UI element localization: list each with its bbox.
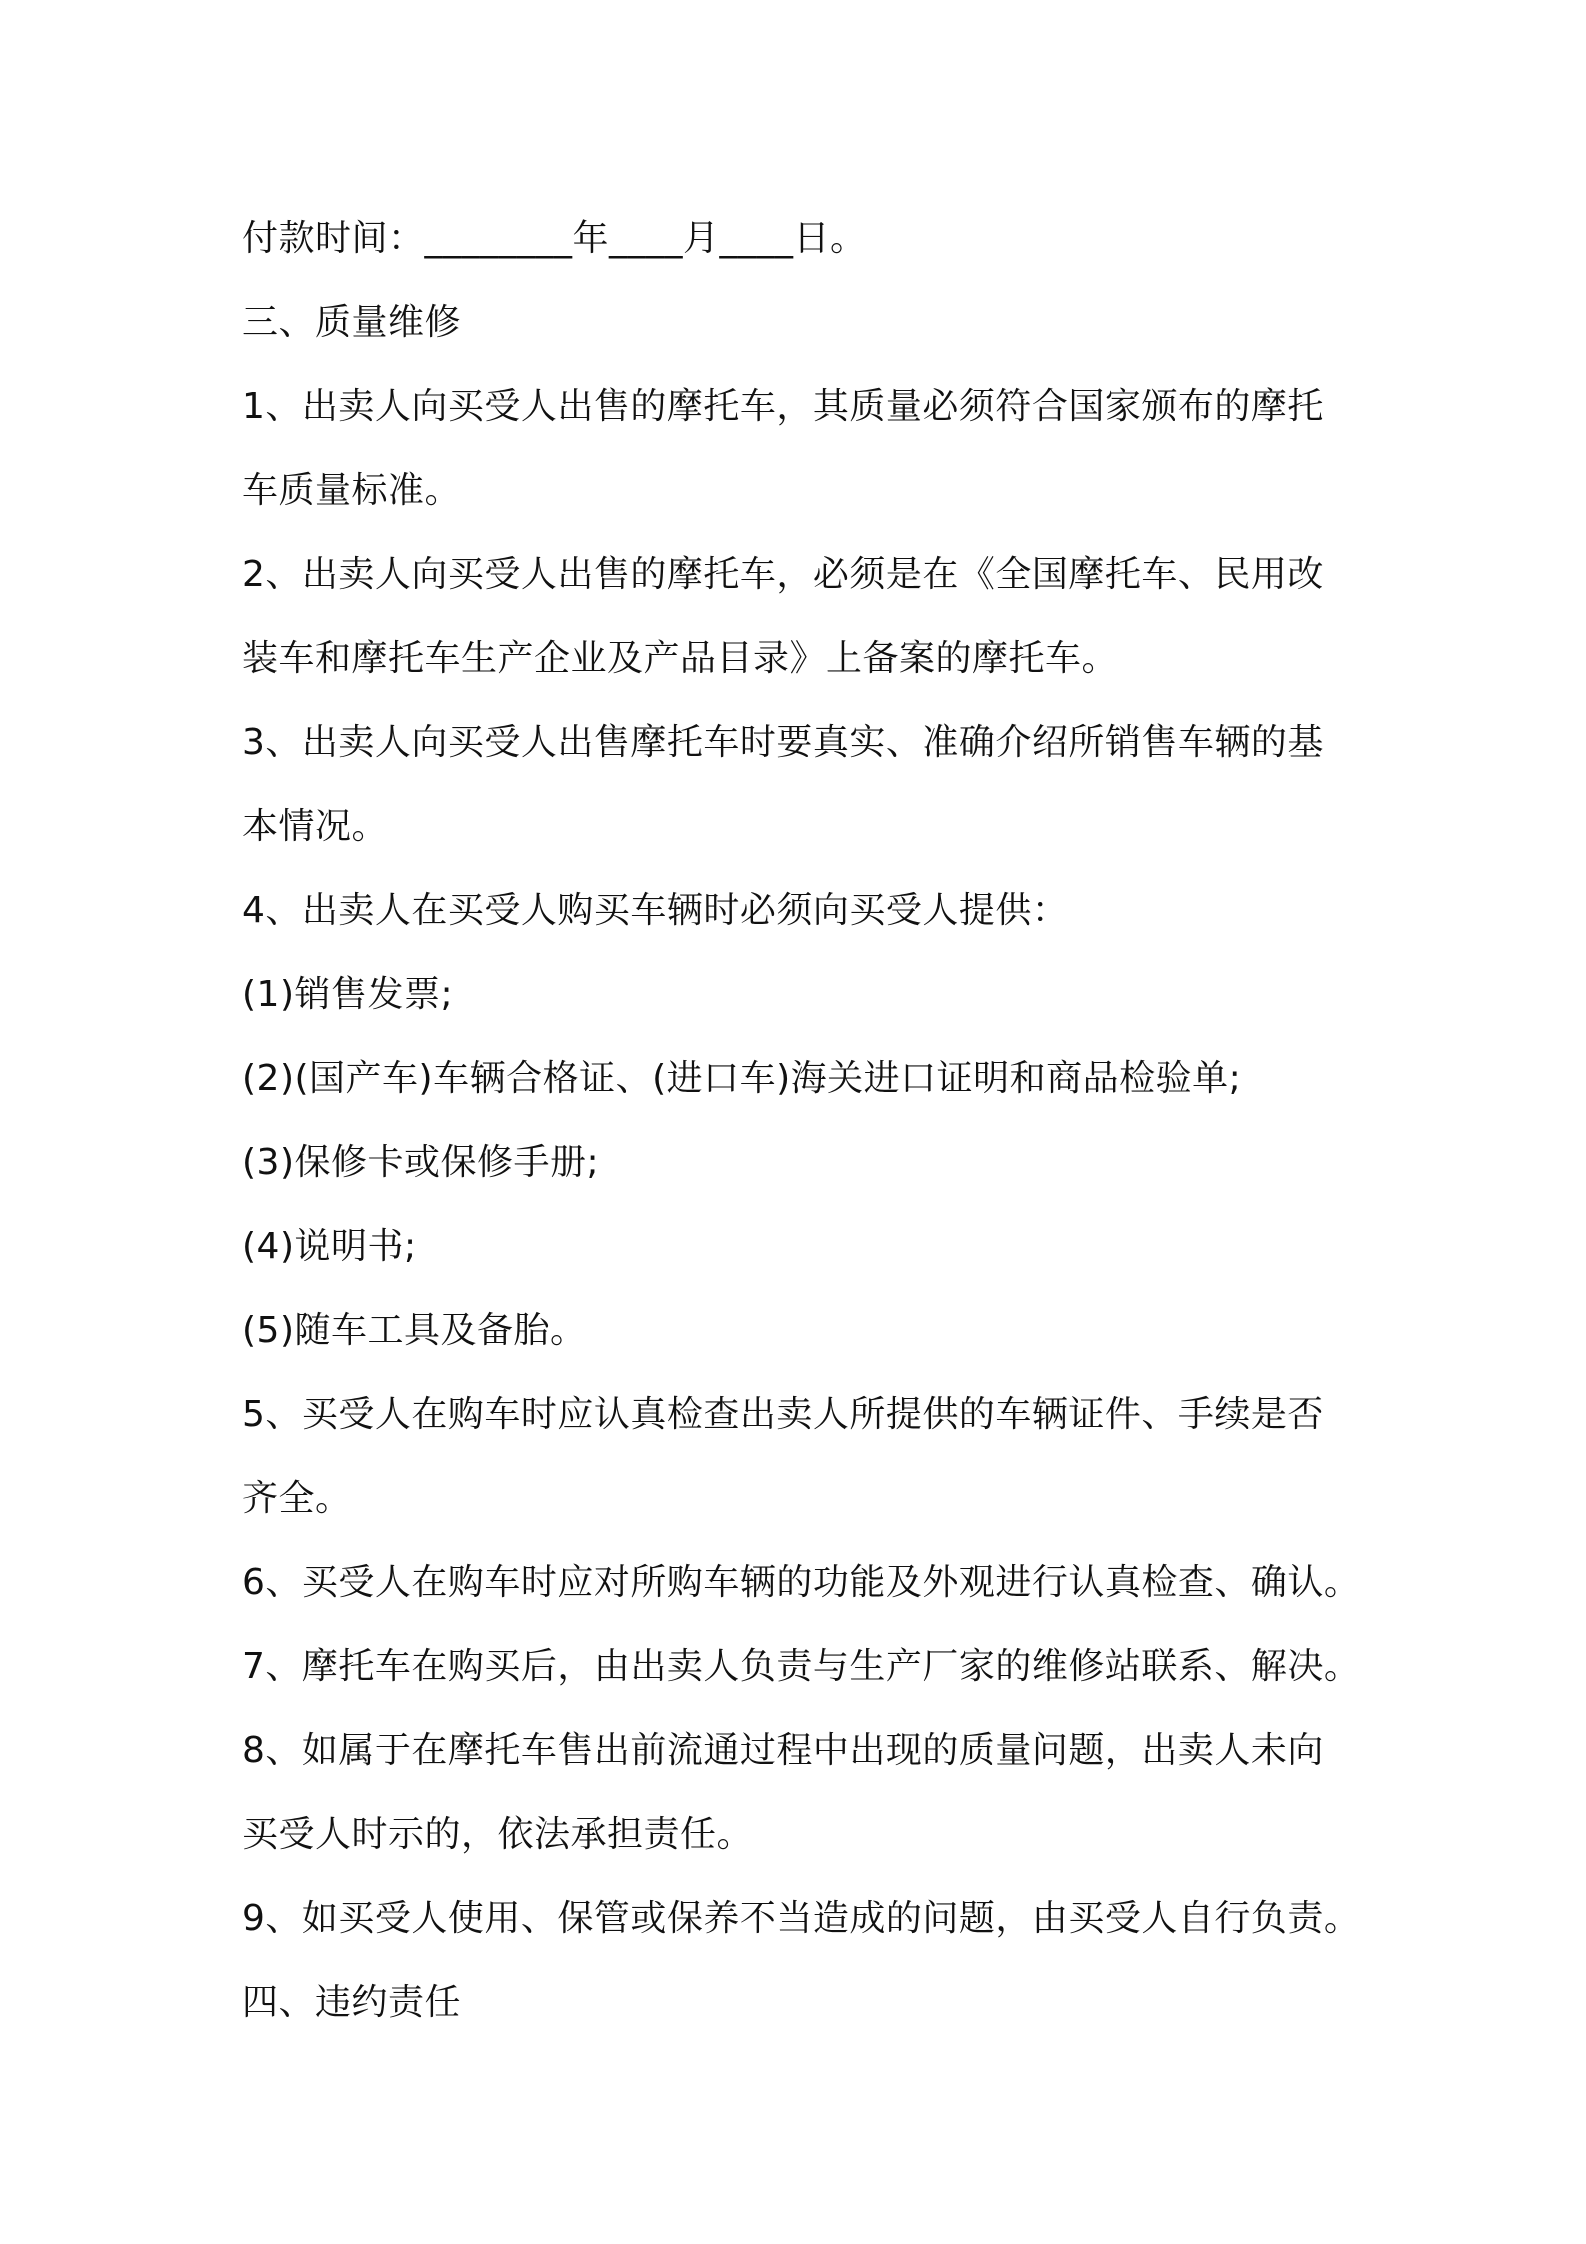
clause-3-line-2: 本情况。	[242, 806, 389, 847]
section-heading-quality-repair: 三、质量维修	[242, 302, 462, 343]
section-heading-liability: 四、违约责任	[242, 1982, 462, 2023]
clause-9: 9、如买受人使用、保管或保养不当造成的问题，由买受人自行负责。	[242, 1898, 1361, 1939]
clause-2-line-2: 装车和摩托车生产企业及产品目录》上备案的摩托车。	[242, 638, 1119, 679]
list-item-1: (1)销售发票;	[242, 974, 454, 1015]
payment-time-line: 付款时间：________年____月____日。	[242, 218, 867, 259]
clause-2-line-1: 2、出卖人向买受人出售的摩托车，必须是在《全国摩托车、民用改	[242, 554, 1324, 595]
clause-1-line-1: 1、出卖人向买受人出售的摩托车，其质量必须符合国家颁布的摩托	[242, 386, 1324, 427]
clause-8-line-2: 买受人时示的，依法承担责任。	[242, 1814, 754, 1855]
list-item-5: (5)随车工具及备胎。	[242, 1310, 587, 1351]
clause-3-line-1: 3、出卖人向买受人出售摩托车时要真实、准确介绍所销售车辆的基	[242, 722, 1324, 763]
clause-4: 4、出卖人在买受人购买车辆时必须向买受人提供：	[242, 890, 1069, 931]
clause-6: 6、买受人在购车时应对所购车辆的功能及外观进行认真检查、确认。	[242, 1562, 1361, 1603]
list-item-2: (2)(国产车)车辆合格证、(进口车)海关进口证明和商品检验单;	[242, 1058, 1242, 1099]
list-item-4: (4)说明书;	[242, 1226, 417, 1267]
clause-5-line-1: 5、买受人在购车时应认真检查出卖人所提供的车辆证件、手续是否	[242, 1394, 1324, 1435]
clause-1-line-2: 车质量标准。	[242, 470, 462, 511]
clause-7: 7、摩托车在购买后，由出卖人负责与生产厂家的维修站联系、解决。	[242, 1646, 1361, 1687]
document-body	[242, 197, 1382, 2045]
clause-5-line-2: 齐全。	[242, 1478, 352, 1519]
list-item-3: (3)保修卡或保修手册;	[242, 1142, 600, 1183]
clause-8-line-1: 8、如属于在摩托车售出前流通过程中出现的质量问题，出卖人未向	[242, 1730, 1324, 1771]
